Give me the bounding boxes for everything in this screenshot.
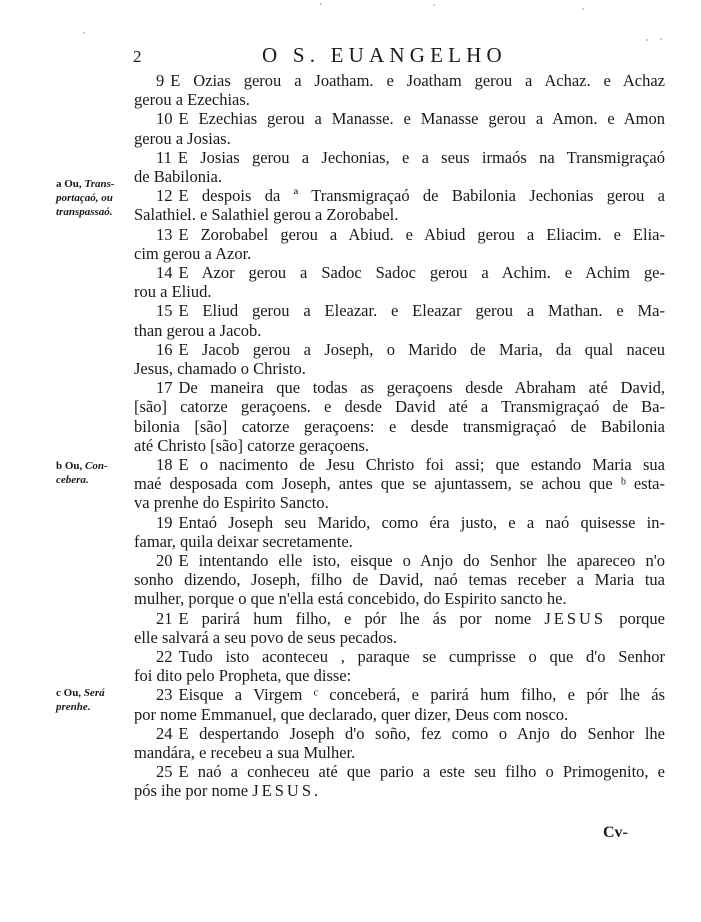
line-text: E o nacimento de Jesu Christo foi assi; que estando Maria sua	[178, 455, 665, 474]
text-line	[134, 666, 665, 685]
line-text: E Ezechias gerou a Manasse. e Manasse gerou a Amon. e Amon	[178, 109, 665, 129]
text-line	[134, 129, 665, 148]
verse-number: 20	[156, 551, 173, 570]
page-title: O S. EUANGELHO	[262, 43, 507, 67]
paper-speck	[582, 8, 584, 10]
text-line	[134, 397, 665, 416]
verse-number: 15	[156, 301, 173, 321]
emphasized-name: JESUS	[544, 608, 607, 628]
verse-line	[156, 340, 665, 359]
margin-note-text: Será prenhe.	[56, 687, 105, 713]
page-number: 2	[133, 47, 142, 66]
verse-line	[156, 225, 665, 244]
verse-number: 18	[156, 455, 173, 474]
margin-note-c	[56, 686, 136, 714]
line-text: than gerou a Jacob.	[134, 320, 262, 340]
verse-line	[156, 647, 665, 666]
verse-line	[156, 263, 665, 282]
verse-line	[156, 109, 665, 128]
text-line	[134, 474, 665, 493]
text-line	[134, 532, 665, 551]
verse-number: 9	[156, 71, 165, 90]
text-line	[134, 359, 665, 378]
verse-number: 21	[156, 608, 173, 628]
text-line	[134, 321, 665, 340]
text-line	[134, 589, 665, 608]
verse-line	[156, 301, 665, 320]
text-line	[134, 493, 665, 512]
line-tail: porque	[619, 608, 665, 628]
verse-number: 13	[156, 224, 173, 244]
paper-speck	[660, 38, 662, 40]
line-text: gerou a Ezechias.	[134, 90, 250, 110]
line-text: até Christo [são] catorze geraçoens.	[134, 435, 370, 455]
line-text: maé desposada com Joseph, antes que se ajuntassem, se achou que ᵇ esta-	[134, 474, 665, 494]
catchword: Cv-	[603, 824, 628, 841]
text-line	[134, 244, 665, 263]
text-line	[134, 628, 665, 647]
line-text: bilonia [são] catorze geraçoens: e desde transmigraçaó de Babilonia	[134, 416, 665, 436]
verse-line	[156, 186, 665, 205]
line-text: va prenhe do Espirito Sancto.	[134, 493, 329, 513]
line-text: pós ihe por nome	[134, 781, 249, 801]
running-head	[0, 43, 701, 67]
line-text: sonho dizendo, Joseph, filho de David, naó temas receber a Maria tua	[134, 570, 665, 590]
line-text: E Josias gerou a Jechonias, e a seus irmaós na Transmigraçaó	[177, 147, 665, 167]
line-text: E parirá hum filho, e pór lhe ás por nome	[178, 608, 532, 628]
margin-note-b	[56, 459, 136, 487]
verse-line	[156, 513, 665, 532]
verse-number: 24	[156, 723, 173, 743]
line-text: E despertando Joseph d'o soño, fez como o Anjo do Senhor lhe	[178, 723, 665, 743]
verse-line	[156, 609, 665, 628]
verse-line	[156, 685, 665, 704]
paper-speck	[320, 3, 322, 5]
verse-number: 17	[156, 378, 173, 398]
verse-number: 19	[156, 512, 173, 532]
margin-note-marker: b Ou,	[56, 460, 83, 472]
line-text: Eisque a Virgem ᶜ conceberá, e parirá hum filho, e pór lhe ás	[178, 685, 665, 705]
line-text: rou a Eliud.	[134, 282, 212, 302]
margin-note-marker: c Ou,	[56, 687, 82, 699]
line-text: cim gerou a Azor.	[134, 243, 252, 263]
verse-line	[156, 762, 665, 781]
margin-note-marker: a Ou,	[56, 178, 82, 190]
emphasized-name: JESUS	[252, 781, 315, 801]
verse-number: 11	[156, 147, 172, 167]
line-text: E Eliud gerou a Eleazar. e Eleazar gerou a Mathan. e Ma-	[178, 301, 665, 321]
verse-line	[156, 378, 665, 397]
line-text: mulher, porque o que n'ella está concebido, do Espirito sancto he.	[134, 589, 567, 609]
line-text: gerou a Josias.	[134, 128, 231, 148]
line-text: E Zorobabel gerou a Abiud. e Abiud gerou a Eliacim. e Elia-	[178, 224, 665, 244]
line-text: E Jacob gerou a Joseph, o Marido de Maria, da qual naceu	[178, 339, 665, 359]
line-text: E Azor gerou a Sadoc Sadoc gerou a Achim. e Achim ge-	[178, 263, 665, 282]
text-line	[134, 90, 665, 109]
text-line	[134, 705, 665, 724]
verse-line	[156, 148, 665, 167]
line-text: Jesus, chamado o Christo.	[134, 359, 306, 378]
paper-speck	[646, 39, 648, 41]
line-text: por nome Emmanuel, que declarado, quer dizer, Deus com nosco.	[134, 704, 569, 724]
paper-speck	[433, 4, 435, 6]
verse-number: 25	[156, 762, 173, 782]
line-tail: .	[314, 781, 319, 801]
line-text: E intentando elle isto, eisque o Anjo do Senhor lhe apareceo n'o	[178, 551, 665, 570]
verse-number: 10	[156, 109, 173, 129]
verse-number: 14	[156, 263, 173, 282]
verse-number: 16	[156, 339, 173, 359]
text-line	[134, 743, 665, 762]
line-text: de Babilonia.	[134, 167, 222, 186]
text-line	[134, 570, 665, 589]
line-text: foi dito pelo Propheta, que disse:	[134, 666, 352, 686]
text-line	[134, 781, 665, 800]
line-text: elle salvará a seu povo de seus pecados.	[134, 627, 397, 647]
line-text: De maneira que todas as geraçoens desde Abraham até David,	[178, 378, 665, 398]
line-text: famar, quila deixar secretamente.	[134, 531, 353, 551]
verse-number: 22	[156, 647, 173, 666]
line-text: E despois da ª Transmigraçaó de Babilonia Jechonias gerou a	[178, 186, 665, 206]
line-text: E Ozias gerou a Joatham. e Joatham gerou a Achaz. e Achaz	[170, 71, 665, 90]
margin-note-text: Trans-portaçaó, ou transpassaó.	[56, 178, 115, 218]
verse-number: 23	[156, 685, 173, 705]
line-text: mandára, e recebeu a sua Mulher.	[134, 743, 356, 762]
verse-number: 12	[156, 186, 173, 206]
text-line	[134, 205, 665, 224]
line-text: Entaó Joseph seu Marido, como éra justo, e a naó quisesse in-	[178, 512, 665, 532]
paper-speck	[83, 32, 85, 34]
line-text: Tudo isto aconteceu , paraque se cumprisse o que d'o Senhor	[178, 647, 665, 666]
text-line	[134, 436, 665, 455]
line-text: Salathiel. e Salathiel gerou a Zorobabel.	[134, 205, 399, 225]
line-text: E naó a conheceu até que pario a este seu filho o Primogenito, e	[178, 762, 665, 782]
text-line	[134, 167, 665, 186]
margin-note-text: Con-cebera.	[56, 460, 108, 486]
verse-line	[156, 455, 665, 474]
verse-line	[156, 551, 665, 570]
line-text: [são] catorze geraçoens. e desde David até a Transmigraçaó de Ba-	[134, 397, 665, 417]
text-line	[134, 417, 665, 436]
verse-line	[156, 71, 665, 90]
margin-note-a	[56, 177, 136, 219]
verse-line	[156, 724, 665, 743]
text-line	[134, 282, 665, 301]
